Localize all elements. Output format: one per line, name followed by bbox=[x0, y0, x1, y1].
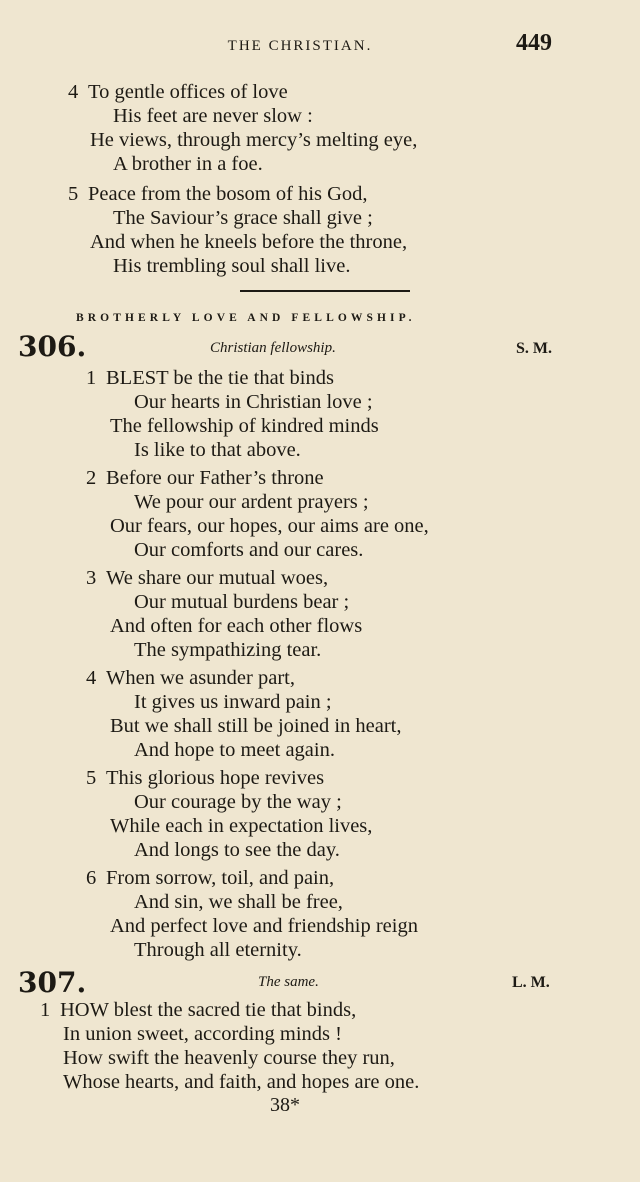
verse-line: 4 When we asunder part, bbox=[86, 667, 295, 689]
verse-line: And longs to see the day. bbox=[134, 839, 340, 861]
verse-line: His feet are never slow : bbox=[113, 105, 313, 127]
verse-line: While each in expectation lives, bbox=[110, 815, 373, 837]
verse-line: 5 This glorious hope revives bbox=[86, 767, 325, 789]
section-heading: BROTHERLY LOVE AND FELLOWSHIP. bbox=[76, 312, 416, 324]
verse-line: Our hearts in Christian love ; bbox=[134, 391, 373, 413]
verse-line: 5 Peace from the bosom of his God, bbox=[68, 183, 368, 205]
verse-line: It gives us inward pain ; bbox=[134, 691, 332, 713]
verse-line: In union sweet, according minds ! bbox=[63, 1023, 342, 1045]
verse-line: And when he kneels before the throne, bbox=[90, 231, 408, 253]
verse-line: 1 BLEST be the tie that binds bbox=[86, 367, 334, 389]
verse-line: 2 Before our Father’s throne bbox=[86, 467, 324, 489]
verse-line: A brother in a foe. bbox=[113, 153, 263, 175]
hymn-title: Christian fellowship. bbox=[210, 340, 336, 356]
verse-line: We pour our ardent prayers ; bbox=[134, 491, 369, 513]
running-header: THE CHRISTIAN. bbox=[227, 38, 373, 54]
hymn-meter: S. M. bbox=[516, 340, 552, 357]
verse-line: But we shall still be joined in heart, bbox=[110, 715, 402, 737]
verse-line: Is like to that above. bbox=[134, 439, 301, 461]
verse-line: Our fears, our hopes, our aims are one, bbox=[110, 515, 429, 537]
verse-line: The sympathizing tear. bbox=[134, 639, 322, 661]
verse-line: Whose hearts, and faith, and hopes are one. bbox=[63, 1071, 420, 1093]
verse-line: Our courage by the way ; bbox=[134, 791, 342, 813]
verse-line: And often for each other flows bbox=[110, 615, 363, 637]
page-number: 449 bbox=[516, 30, 552, 56]
hymn-number: 306. bbox=[18, 330, 87, 363]
signature-mark: 38* bbox=[270, 1094, 300, 1116]
verse-line: 1 HOW blest the sacred tie that binds, bbox=[40, 999, 357, 1021]
section-divider bbox=[240, 290, 410, 292]
verse-line: 3 We share our mutual woes, bbox=[86, 567, 329, 589]
verse-line: Our mutual burdens bear ; bbox=[134, 591, 350, 613]
hymn-meter: L. M. bbox=[512, 974, 550, 991]
verse-line: And hope to meet again. bbox=[134, 739, 335, 761]
verse-line: Through all eternity. bbox=[134, 939, 302, 961]
verse-line: And sin, we shall be free, bbox=[134, 891, 343, 913]
verse-line: And perfect love and friendship reign bbox=[110, 915, 418, 937]
verse-line: Our comforts and our cares. bbox=[134, 539, 364, 561]
verse-line: How swift the heavenly course they run, bbox=[63, 1047, 395, 1069]
verse-line: The fellowship of kindred minds bbox=[110, 415, 379, 437]
hymn-number: 307. bbox=[18, 966, 87, 999]
verse-line: 4 To gentle offices of love bbox=[68, 81, 288, 103]
hymn-title: The same. bbox=[258, 974, 319, 990]
verse-line: He views, through mercy’s melting eye, bbox=[90, 129, 418, 151]
verse-line: The Saviour’s grace shall give ; bbox=[113, 207, 373, 229]
verse-line: His trembling soul shall live. bbox=[113, 255, 351, 277]
verse-line: 6 From sorrow, toil, and pain, bbox=[86, 867, 335, 889]
